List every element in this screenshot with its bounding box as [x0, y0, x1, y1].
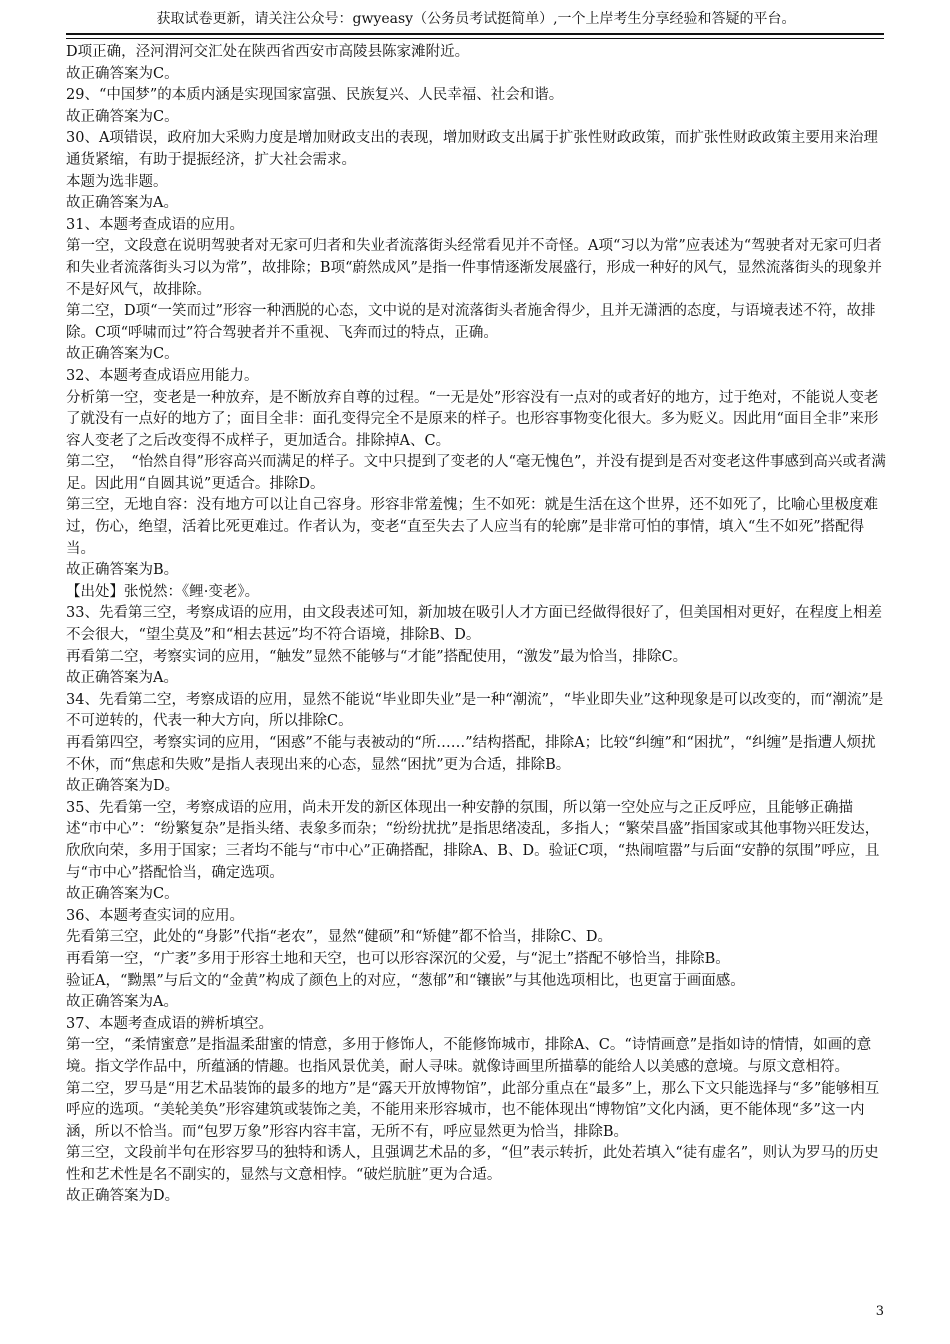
paragraph: 34、先看第二空，考察成语的应用，显然不能说“毕业即失业”是一种“潮流”，“毕业即失业”这种现象是可以改变的，而“潮流”是不可逆转的，代表一种大方向，所以排除C。	[66, 691, 884, 730]
paragraph: 36、本题考查实词的应用。	[66, 907, 244, 924]
paragraph: 故正确答案为C。	[66, 346, 179, 363]
paragraph: 故正确答案为D。	[66, 1188, 180, 1205]
paragraph: 再看第二空，考察实词的应用，“触发”显然不能够与“才能”搭配使用，“激发”最为恰当，排除C。	[66, 648, 688, 665]
paragraph: 33、先看第三空，考察成语的应用，由文段表述可知，新加坡在吸引人才方面已经做得很好了，但美国相对更好，在程度上相差不会很大，“望尘莫及”和“相去甚远”均不符合语境，排除B、D。	[66, 605, 882, 644]
paragraph: 验证A，“黝黑”与后文的“金黄”构成了颜色上的对应，“葱郁”和“镶嵌”与其他选项相比，也更富于画面感。	[66, 972, 745, 989]
paragraph: 故正确答案为A。	[66, 994, 178, 1011]
paragraph: 故正确答案为B。	[66, 562, 179, 579]
paragraph: 37、本题考查成语的辨析填空。	[66, 1015, 273, 1032]
paragraph: 第三空，无地自容：没有地方可以让自己容身。形容非常羞愧；生不如死：就是生活在这个世界，还不如死了，比喻心里极度难过，伤心，绝望，活着比死更难过。作者认为，变老“直至失去了人应当有的轮廓”是非常可怕的事情，填入“生不如死”搭配得当。	[66, 497, 878, 557]
paragraph: 再看第四空，考察实词的应用，“困惑”不能与表被动的“所……”结构搭配，排除A；比较“纠缠”和“困扰”，“纠缠”是指遭人烦扰不休，而“焦虑和失败”是指人表现出来的心态，显然“困扰”更为合适，排除B。	[66, 735, 876, 773]
paragraph: 故正确答案为D。	[66, 778, 180, 795]
paragraph: 故正确答案为C。	[66, 886, 179, 903]
paragraph: 32、本题考查成语应用能力。	[66, 367, 259, 384]
paragraph: 30、A项错误，政府加大采购力度是增加财政支出的表现，增加财政支出属于扩张性财政政策，而扩张性财政政策主要用来治理通货紧缩，有助于提振经济，扩大社会需求。	[66, 130, 878, 168]
paragraph: 故正确答案为A。	[66, 670, 178, 687]
paragraph: 【出处】张悦然：《鲤·变老》。	[66, 583, 260, 600]
paragraph: 故正确答案为C。	[66, 65, 179, 82]
paragraph: 故正确答案为C。	[66, 108, 179, 125]
header-rule-thin	[66, 38, 884, 39]
paragraph: D项正确，泾河渭河交汇处在陕西省西安市高陵县陈家滩附近。	[66, 44, 470, 60]
paragraph: 第二空，罗马是“用艺术品装饰的最多的地方”是“露天开放博物馆”，此部分重点在“最多”上，那么下文只能选择与“多”能够相互呼应的选项。“美轮美奂”形容建筑或装饰之美，不能用来形容城市，也不能体现出“博物馆”文化内涵，更不能体现“多”这一内涵，所以不恰当。而“包罗万象”形容内容丰富，无所不有，呼应显然更为恰当，排除B。	[66, 1080, 880, 1140]
paragraph: 第一空，文段意在说明驾驶者对无家可归者和失业者流落街头经常看见并不奇怪。A项“习以为常”应表述为“驾驶者对无家可归者和失业者流落街头习以为常”，故排除；B项“蔚然成风”是指一件事情逐渐发展盛行，形成一种好的风气，显然流落街头的现象并不是好风气，故排除。	[66, 238, 882, 298]
paragraph: 故正确答案为A。	[66, 195, 178, 212]
paragraph: 先看第三空，此处的“身影”代指“老农”，显然“健硕”和“矫健”都不恰当，排除C、D。	[66, 929, 613, 946]
paragraph: 第二空，D项“一笑而过”形容一种洒脱的心态，文中说的是对流落街头者施舍得少，且并无潇洒的态度，与语境表述不符，故排除。C项“呼啸而过”符合驾驶者并不重视、飞奔而过的特点，正确。	[66, 303, 876, 341]
header-rule-thick	[66, 33, 884, 35]
page-header: 获取试卷更新，请关注公众号：gwyeasy（公务员考试挺简单）,一个上岸考生分享经验和答疑的平台。	[156, 11, 796, 27]
paragraph: 再看第一空，“广袤”多用于形容土地和天空，也可以形容深沉的父爱，与“泥土”搭配不够恰当，排除B。	[66, 950, 730, 967]
paragraph: 31、本题考查成语的应用。	[66, 216, 244, 233]
paragraph: 第一空，“柔情蜜意”是指温柔甜蜜的情意，多用于修饰人，不能修饰城市，排除A、C。“诗情画意”是指如诗的情情，如画的意境。指文学作品中，所蕴涵的情趣。也指风景优美，耐人寻味。就像诗画里所描摹的能给人以美感的意境。与原文意相符。	[66, 1037, 872, 1075]
answer-explanations	[66, 42, 886, 1208]
paragraph: 第二空， “怡然自得”形容高兴而满足的样子。文中只提到了变老的人“毫无愧色”，并没有提到是否对变老这件事感到高兴或者满足。因此用“自圆其说”更适合。排除D。	[66, 454, 886, 492]
paragraph: 分析第一空，变老是一种放弃，是不断放弃自尊的过程。“一无是处”形容没有一点对的或者好的地方，过于绝对，不能说人变老了就没有一点好的地方了；面目全非：面孔变得完全不是原来的样子。也形容事物变化很大。多为贬义。因此用“面目全非”来形容人变老了之后改变得不成样子，更加适合。排除掉A、C。	[66, 389, 879, 449]
paragraph: 29、“中国梦”的本质内涵是实现国家富强、民族复兴、人民幸福、社会和谐。	[66, 87, 564, 104]
paragraph: 35、先看第一空，考察成语的应用，尚未开发的新区体现出一种安静的氛围，所以第一空处应与之正反呼应，且能够正确描述“市中心”：“纷繁复杂”是指头绪、表象多而杂；“纷纷扰扰”是指思绪凌乱，多指人；“繁荣昌盛”指国家或其他事物兴旺发达，欣欣向荣，多用于国家；三者均不能与“市中心”正确搭配，排除A、B、D。验证C项，“热闹喧嚣”与后面“安静的氛围”呼应，且与“市中心”搭配恰当，确定选项。	[66, 799, 880, 881]
paragraph: 第三空，文段前半句在形容罗马的独特和诱人，且强调艺术品的多，“但”表示转折，此处若填入“徒有虚名”，则认为罗马的历史性和艺术性是名不副实的，显然与文意相悖。“破烂肮脏”更为合适。	[66, 1145, 879, 1183]
paragraph: 本题为选非题。	[66, 173, 168, 190]
page-number: 3	[875, 1304, 884, 1319]
